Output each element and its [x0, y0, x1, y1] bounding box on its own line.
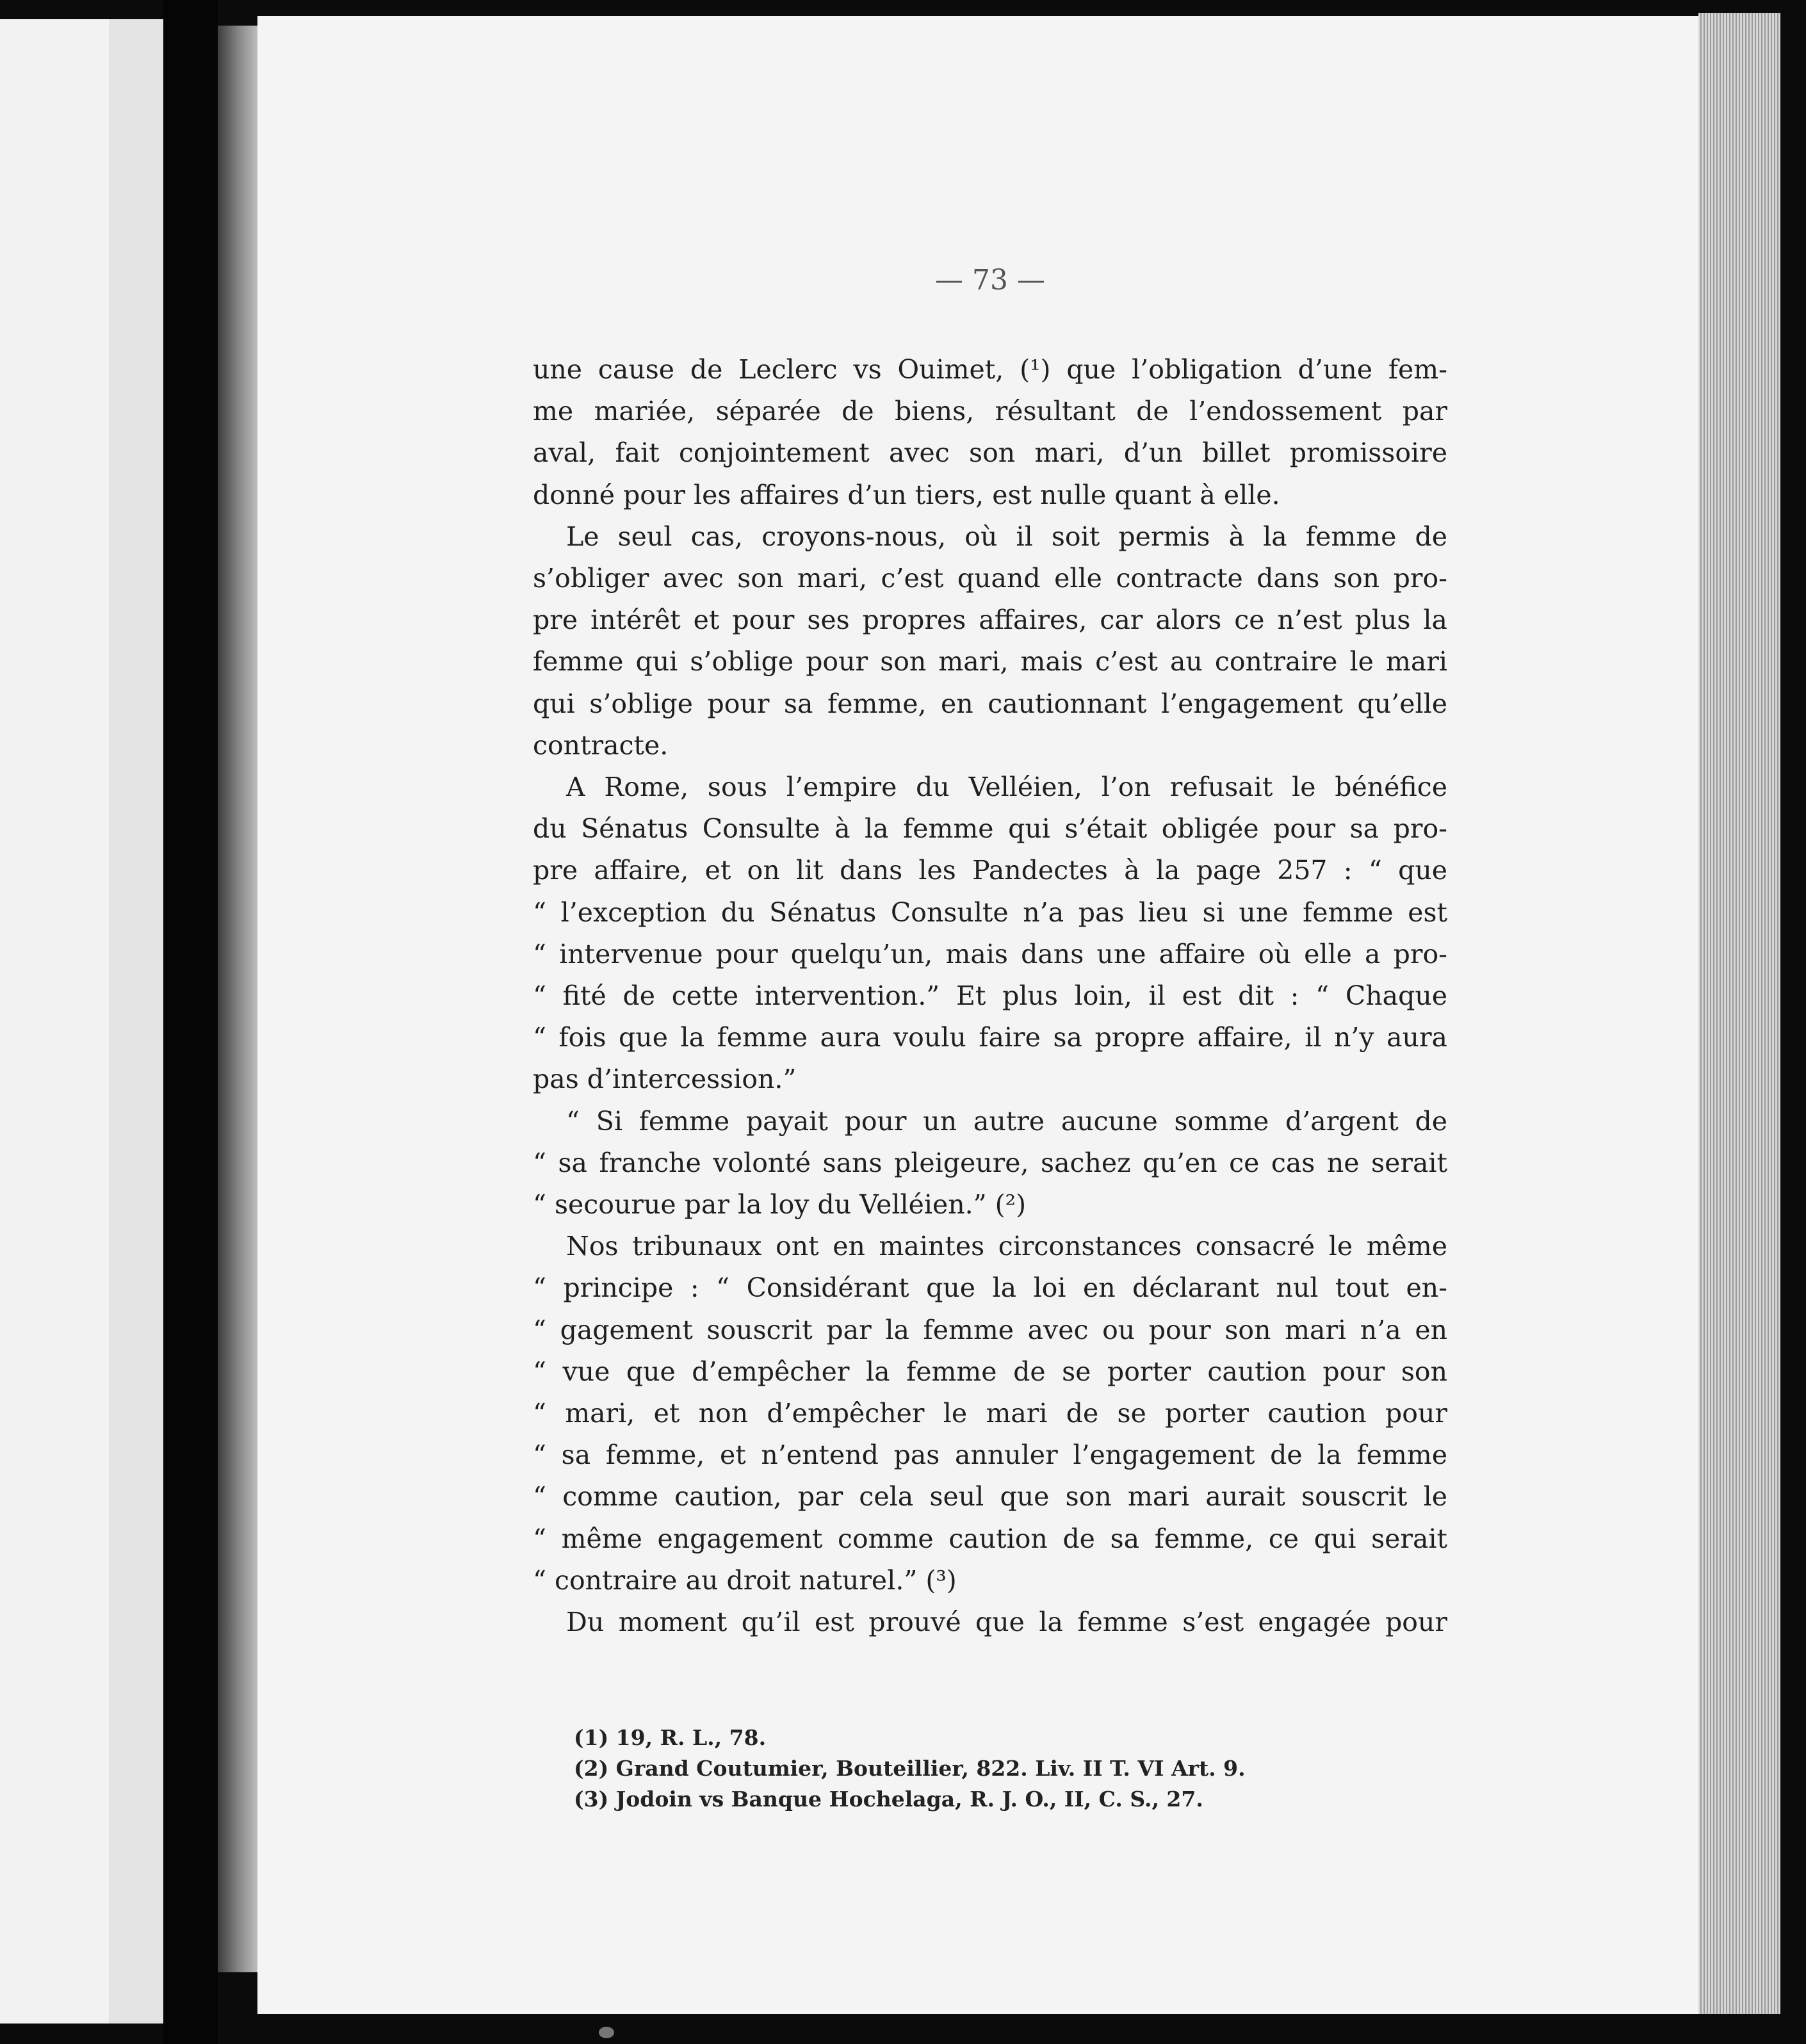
text-line: contracte.: [533, 729, 669, 761]
text-line: A Rome, sous l’empire du Velléien, l’on refusait le bénéfice: [566, 772, 1447, 803]
book-gutter: [163, 0, 218, 2044]
text-line: du Sénatus Consulte à la femme qui s’était obligée pour sa pro-: [533, 813, 1447, 845]
text-line: femme qui s’oblige pour son mari, mais c’est au contraire le mari: [533, 646, 1447, 677]
text-line: pre affaire, et on lit dans les Pandectes à la page 257 : “ que: [533, 855, 1447, 886]
text-line: Le seul cas, croyons-nous, où il soit permis à la femme de: [566, 521, 1447, 552]
text-line: “ contraire au droit naturel.” (³): [533, 1564, 957, 1596]
text-line: Du moment qu’il est prouvé que la femme s’est engagée pour: [566, 1607, 1447, 1638]
text-line: “ fité de cette intervention.” Et plus loin, il est dit : “ Chaque: [533, 980, 1447, 1012]
footnote-1: (1) 19, R. L., 78.: [574, 1725, 767, 1750]
text-line: “ même engagement comme caution de sa femme, ce qui serait: [533, 1523, 1447, 1554]
text-line: “ secourue par la loy du Velléien.” (²): [533, 1189, 1027, 1221]
text-line: “ vue que d’empêcher la femme de se porter caution pour son: [533, 1356, 1447, 1387]
page-spine-shadow: [218, 26, 257, 1972]
text-line: pas d’intercession.”: [533, 1064, 797, 1095]
footnotes: [574, 1723, 1426, 1815]
body-text: [533, 349, 1447, 1643]
text-line: Nos tribunaux ont en maintes circonstances consacré le même: [566, 1231, 1447, 1262]
text-line: “ sa franche volonté sans pleigeure, sachez qu’en ce cas ne serait: [533, 1147, 1447, 1178]
facing-page-shadow: [109, 19, 163, 2024]
text-line: “ mari, et non d’empêcher le mari de se porter caution pour: [533, 1398, 1447, 1429]
text-line: s’obliger avec son mari, c’est quand elle contracte dans son pro-: [533, 563, 1447, 594]
text-line: me mariée, séparée de biens, résultant de l’endossement par: [533, 396, 1447, 427]
text-line: “ Si femme payait pour un autre aucune somme d’argent de: [566, 1105, 1447, 1137]
footnote-2: (2) Grand Coutumier, Bouteillier, 822. Liv. II T. VI Art. 9.: [574, 1756, 1246, 1781]
page-fore-edge: [1698, 13, 1780, 2014]
text-line: une cause de Leclerc vs Ouimet, (¹) que l’obligation d’une fem-: [533, 354, 1447, 385]
text-line: aval, fait conjointement avec son mari, d’un billet promissoire: [533, 437, 1447, 469]
text-line: qui s’oblige pour sa femme, en cautionnant l’engagement qu’elle: [533, 688, 1447, 719]
ink-stain: [599, 2027, 614, 2038]
text-line: “ l’exception du Sénatus Consulte n’a pas lieu si une femme est: [533, 896, 1447, 928]
text-line: “ comme caution, par cela seul que son mari aurait souscrit le: [533, 1481, 1447, 1513]
text-line: pre intérêt et pour ses propres affaires, car alors ce n’est plus la: [533, 604, 1447, 636]
page-number: — 73 —: [935, 264, 1045, 296]
text-line: “ gagement souscrit par la femme avec ou pour son mari n’a en: [533, 1314, 1447, 1345]
text-line: “ principe : “ Considérant que la loi en déclarant nul tout en-: [533, 1272, 1447, 1304]
footnote-3: (3) Jodoin vs Banque Hochelaga, R. J. O., II, C. S., 27.: [574, 1787, 1203, 1812]
text-line: “ intervenue pour quelqu’un, mais dans une affaire où elle a pro-: [533, 938, 1447, 969]
text-line: “ fois que la femme aura voulu faire sa propre affaire, il n’y aura: [533, 1022, 1447, 1053]
text-line: “ sa femme, et n’entend pas annuler l’engagement de la femme: [533, 1440, 1447, 1471]
text-line: donné pour les affaires d’un tiers, est nulle quant à elle.: [533, 479, 1280, 510]
